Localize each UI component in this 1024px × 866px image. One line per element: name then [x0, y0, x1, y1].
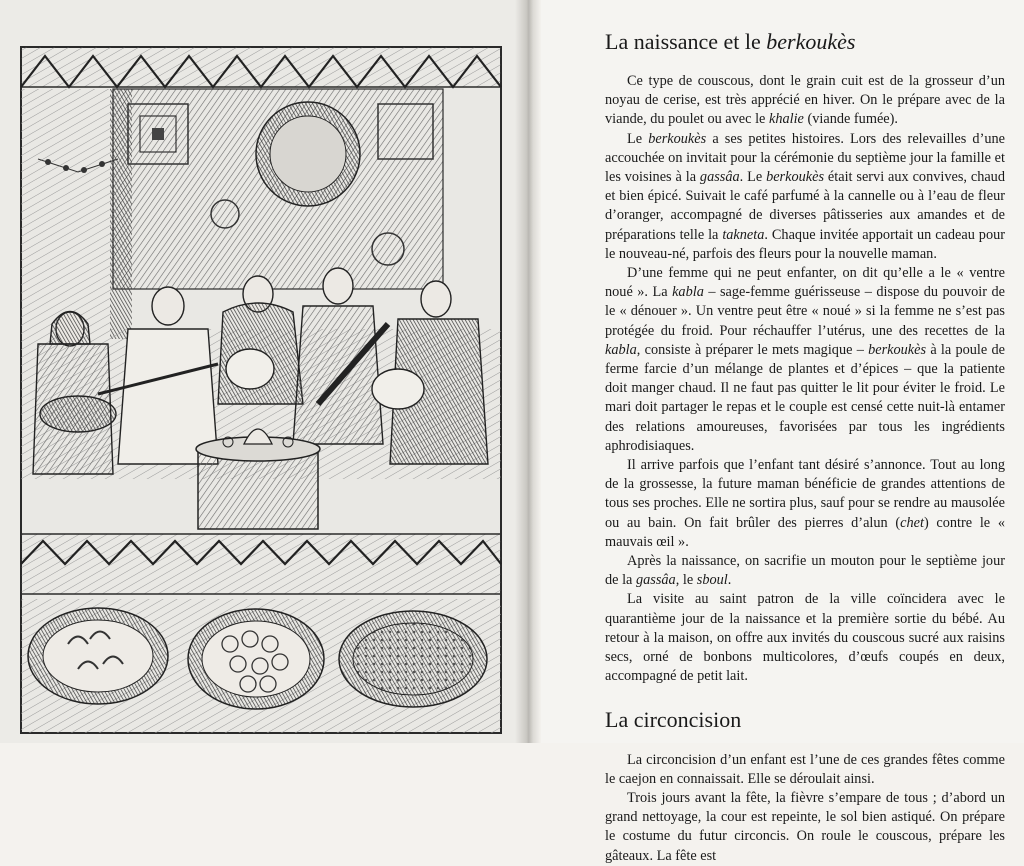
paragraph-7: La circoncision d’un enfant est l’une de ces grandes fêtes comme le caejon en connaissait. Elle se déroulait ainsi.: [605, 751, 1005, 787]
section-body-naissance: [605, 72, 1005, 687]
paragraph-2: Le berkoukès a ses petites histoires. Lors des relevailles d’une accouchée on invitait pour la cérémonie du septième jour la famille et les voisines à la gassâa. Le berkoukès était servi aux convives, chaud et bien épicé. Suivait le café parfumé à la cannelle ou à l’eau de fleur d’oranger, accompagné de diverses pâtisseries aux amandes et de préparations telle la takneta. Chaque invitée apportait un cadeau pour le nouveau-né, parfois des fleurs pour la nouvelle maman.: [605, 130, 1005, 262]
section-title-circoncision: La circoncision: [605, 706, 742, 732]
paragraph-3: D’une femme qui ne peut enfanter, on dit qu’elle a le « ventre noué ». La kabla – sage-femme guérisseuse – dispose du pouvoir de le « dénouer ». Un ventre peut être « noué » si la femme ne s’est pas protégée du froid. Pour réchauffer l’utérus, une des recettes de la kabla, consiste à préparer le mets magique – berkoukès à la poule de ferme farcie d’un mélange de plantes et d’épices – que la patiente doit manger chaud. Il ne faut pas quitter le lit pour éviter le froid. Le mari doit partager le repas et le couple est censé cette nuit-là entamer des relations amoureuses, favorisées par tous les ingrédients aphrodisiaques.: [605, 265, 1005, 454]
illustration-drawing: [18, 44, 506, 738]
paragraph-8: Trois jours avant la fête, la fièvre s’empare de tous ; d’abord un grand nettoyage, la cour est repeinte, le sol bien astiqué. On prépare le costume du futur circoncis. On roule le couscous, prépare les gâteaux. La fête est: [605, 789, 1005, 864]
text-column: [605, 28, 1005, 866]
right-page: [541, 0, 1024, 864]
left-page: [0, 0, 527, 743]
section-title-naissance: [605, 28, 1005, 56]
book-gutter: [515, 0, 541, 743]
section-body-circoncision: [605, 751, 1005, 866]
title-plain: La naissance et le: [605, 29, 767, 54]
paragraph-4: Il arrive parfois que l’enfant tant désiré s’annonce. Tout au long de la grossesse, la future maman bénéficie de grandes attentions de tous ses proches. Elle ne sortira plus, sauf pour se rendre au mausolée ou au bain. On fait brûler des pierres d’alun (chet) contre le « mauvais œil ».: [605, 457, 1005, 550]
paragraph-5: Après la naissance, on sacrifie un mouton pour le septième jour de la gassâa, le sboul.: [605, 553, 1005, 589]
pencil-illustration-musicians: [18, 44, 506, 738]
paragraph-1: Ce type de couscous, dont le grain cuit est de la grosseur d’un noyau de cerise, est très apprécié en hiver. On le prépare avec de la viande, du poulet ou avec le khalie (viande fumée).: [605, 73, 1005, 128]
title-italic: berkoukès: [766, 29, 856, 54]
paragraph-6: La visite au saint patron de la ville coïncidera avec le quarantième jour de la naissance et la première sortie du bébé. Au retour à la maison, on offre aux invités du couscous sucré aux raisins secs, orné de bonbons multicolores, d’œufs coupés en deux, accompagné de petit lait.: [605, 591, 1005, 685]
